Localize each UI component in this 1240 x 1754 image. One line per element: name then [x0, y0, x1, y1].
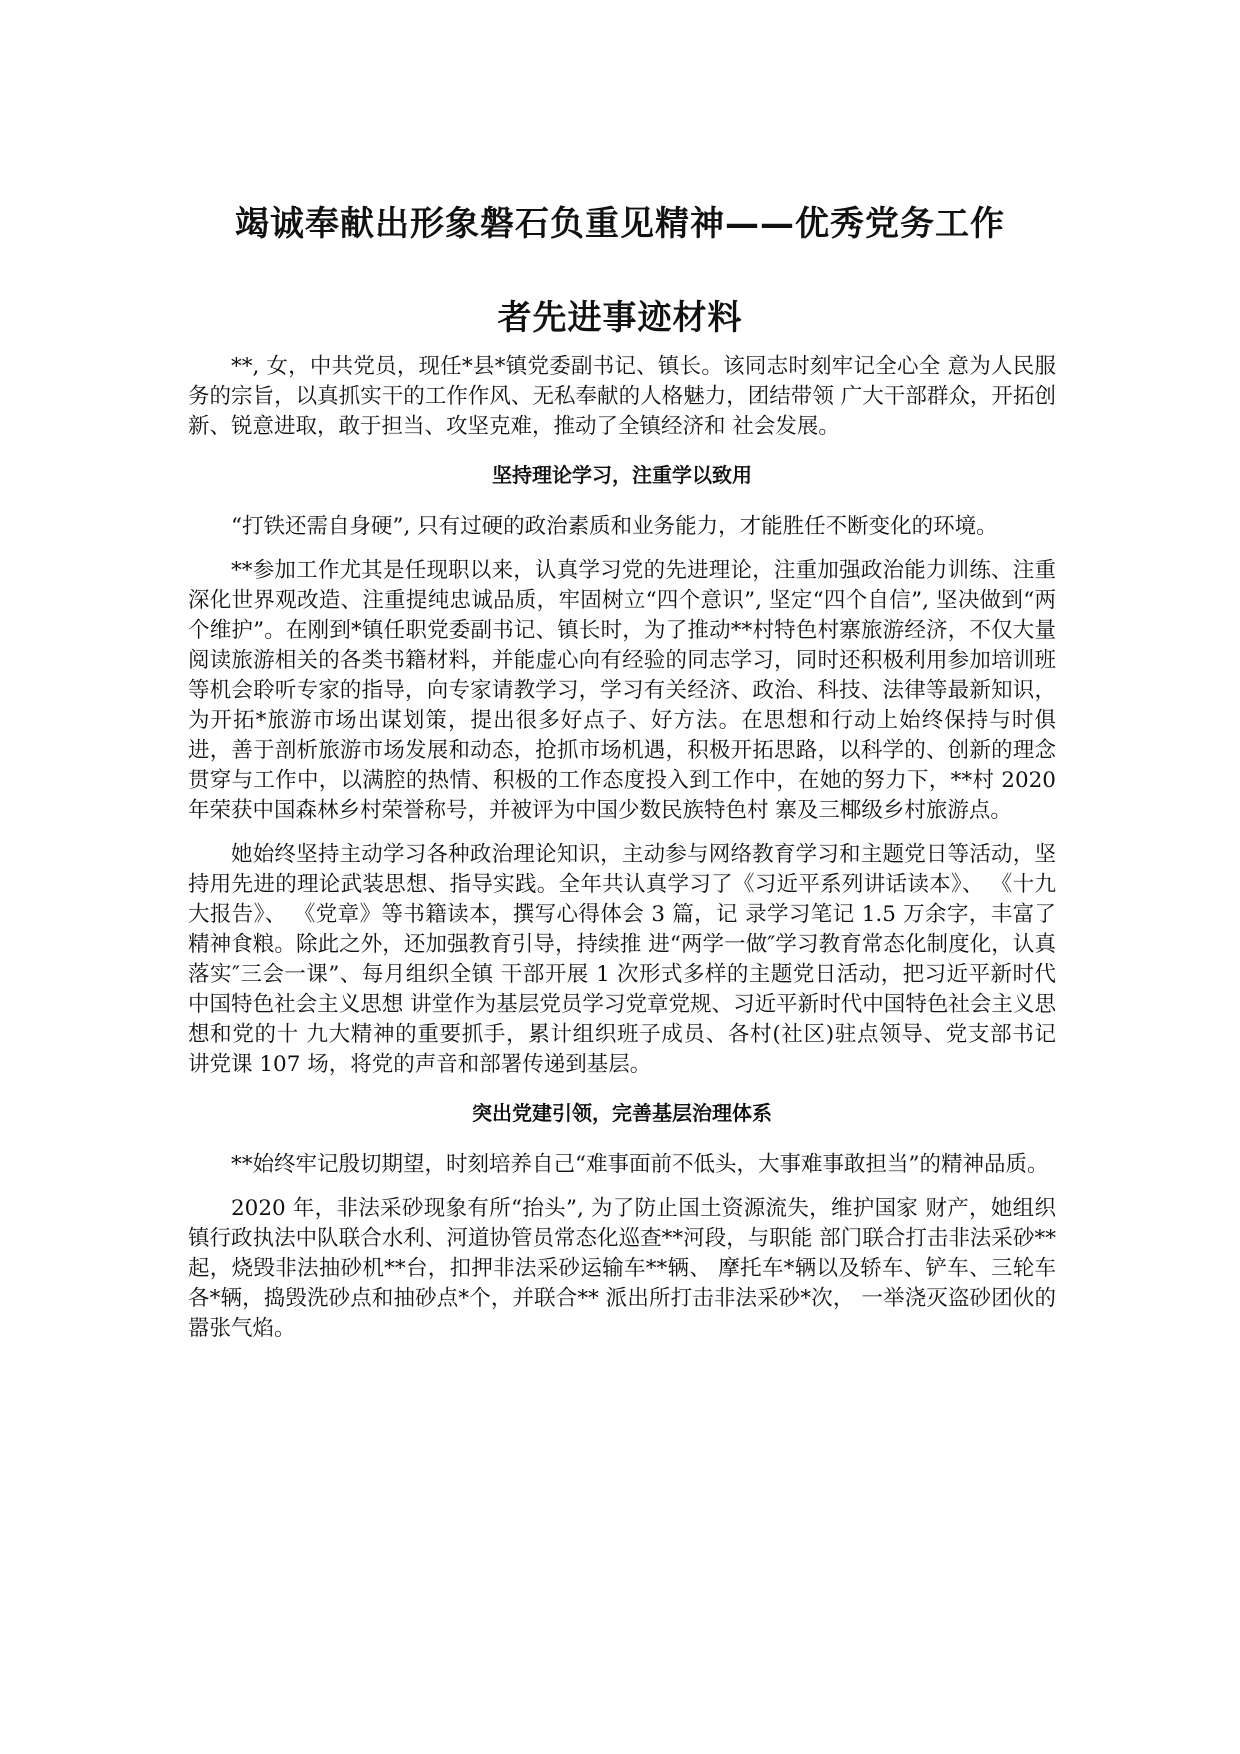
document-title-line-2: 者先进事迹材料 — [497, 298, 743, 338]
paragraph-party-spirit: **始终牢记殷切期望，时刻培养自己“难事面前不低头，大事难事敢担当”的精神品质。 — [231, 1152, 1049, 1177]
section-heading-theory-study: 坚持理论学习，注重学以致用 — [492, 463, 752, 487]
paragraph-theory-work: **参加工作尤其是任现职以来，认真学习党的先进理论，注重加强政治能力训练、注重深化世界观改造、注重提纯忠诚品质，牢固树立“四个意识”, 坚定“四个自信”, 坚决做到“两个维护”。在刚到*镇任职党委副书记、镇长时，为了推动**村特色村寨旅游经济，不仅大量阅读旅游相关的各类书籍材料，并能虚心向有经验的同志学习，同时还积极利用参加培训班等机会聆听专家的指导，向专家请教学习，学习有关经济、政治、科技、法律等最新知识，为开拓*旅游市场出谋划策，提出很多好点子、好方法。在思想和行动上始终保持与时俱进，善于剖析旅游市场发展和动态，抢抓市场机遇，积极开拓思路，以科学的、创新的理念贯穿与工作中，以满腔的热情、积极的工作态度投入到工作中，在她的努力下，**村 2020 年荣获中国森林乡村荣誉称号，并被评为中国少数民族特色村 寨及三椰级乡村旅游点。 — [188, 558, 1056, 823]
paragraph-sand-mining: 2020 年，非法采砂现象有所“抬头”, 为了防止国土资源流失，维护国家 财产，她组织镇行政执法中队联合水利、河道协管员常态化巡查**河段，与职能 部门联合打击非法采砂**起，烧毁非法抽砂机**台，扣押非法采砂运输车**辆、 摩托车*辆以及轿车、铲车、三轮车各*辆，捣毁洗砂点和抽砂点*个，并联合** 派出所打击非法采砂*次， 一举浇灭盗砂团伙的嚣张气焰。 — [188, 1196, 1056, 1341]
paragraph-theory-quote: “打铁还需自身硬”, 只有过硬的政治素质和业务能力，才能胜任不断变化的环境。 — [231, 514, 998, 539]
document-title-line-1: 竭诚奉献出形象磐石负重见精神——优秀党务工作 — [235, 204, 1005, 244]
paragraph-theory-learning: 她始终坚持主动学习各种政治理论知识，主动参与网络教育学习和主题党日等活动，坚持用先进的理论武装思想、指导实践。全年共认真学习了《习近平系列讲话读本》、 《十九大报告》、 《党章》等书籍读本，撰写心得体会 3 篇，记 录学习笔记 1.5 万余字，丰富了精神食粮。除此之外，还加强教育引导，持续推 进“两学一做″学习教育常态化制度化，认真落实″三会一课”、每月组织全镇 干部开展 1 次形式多样的主题党日活动，把习近平新时代中国特色社会主义思想 讲堂作为基层党员学习党章党规、习近平新时代中国特色社会主义思想和党的十 九大精神的重要抓手，累计组织班子成员、各村(社区)驻点领导、党支部书记 讲党课 107 场，将党的声音和部署传递到基层。 — [188, 842, 1056, 1077]
document-body — [188, 352, 1056, 1358]
paragraph-intro: **, 女，中共党员，现任*县*镇党委副书记、镇长。该同志时刻牢记全心全 意为人民服务的宗旨，以真抓实干的工作作风、无私奉献的人格魅力，团结带领 广大干部群众，开拓创新、锐意进取，敢于担当、攻坚克难，推动了全镇经济和 社会发展。 — [188, 354, 1056, 439]
section-heading-party-building: 突出党建引领，完善基层治理体系 — [472, 1101, 772, 1125]
